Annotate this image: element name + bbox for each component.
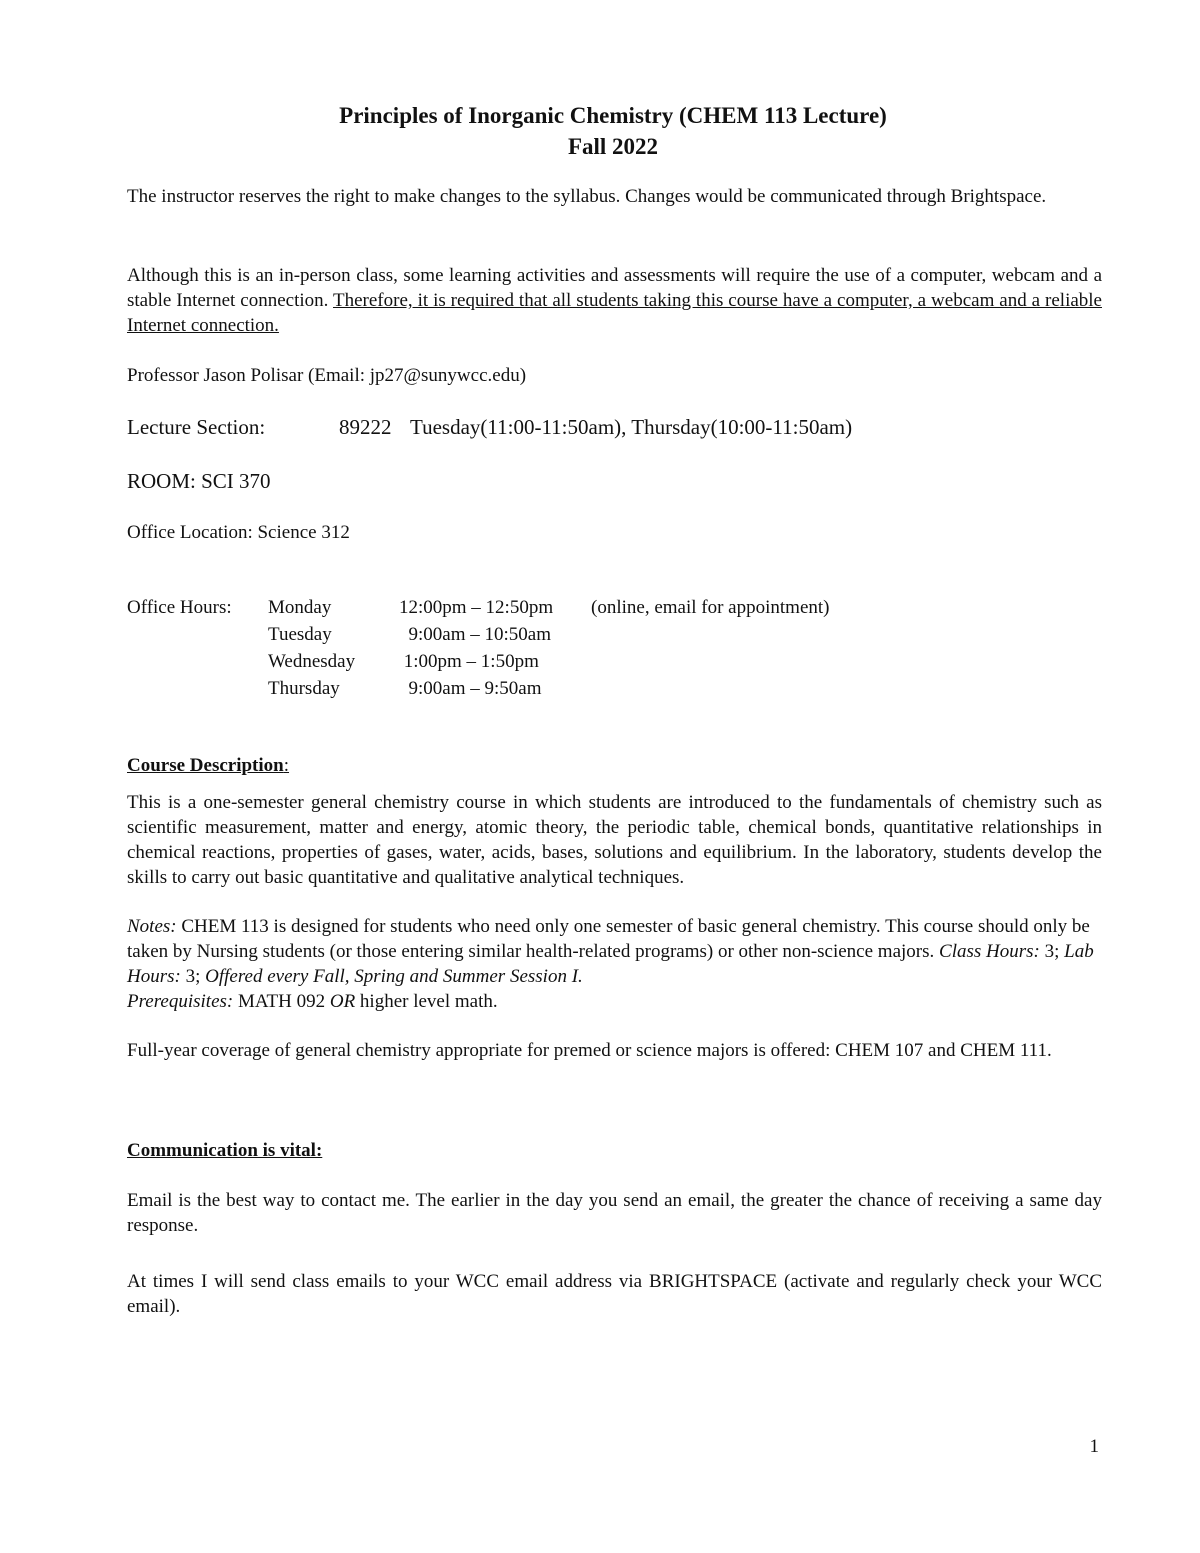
requirements-text: Although this is an in-person class, some learning activities and assessments will require the use of a computer, webcam and a stable Internet connection.	[127, 265, 1102, 311]
office-hours-time: 9:00am – 10:50am	[399, 624, 551, 645]
offered-terms: Offered every Fall, Spring and Summer Session I.	[205, 966, 583, 987]
office-hours-row	[127, 648, 927, 675]
office-hours-time: 9:00am – 9:50am	[399, 678, 542, 699]
course-description-heading-text: Course Description	[127, 755, 284, 776]
page-number: 1	[1089, 1436, 1099, 1457]
course-description-body: This is a one-semester general chemistry course in which students are introduced to the fundamentals of chemistry such as scientific measurement, matter and energy, atomic theory, the periodic table, chemical bonds, quantitative relationships in chemical reactions, properties of gases, water, acids, bases, solutions and equilibrium. In the laboratory, students develop the skills to carry out basic quantitative and qualitative analytical techniques.	[127, 792, 1102, 888]
requirements-emphasis: Therefore, it is required that all students taking this course have a computer, a webcam and a reliable Internet connection.	[127, 290, 1102, 336]
lecture-schedule: Tuesday(11:00-11:50am), Thursday(10:00-11:50am)	[410, 415, 853, 439]
lecture-section-row	[127, 413, 1027, 441]
room-line: ROOM: SCI 370	[127, 469, 271, 493]
office-hours-day: Tuesday	[268, 624, 332, 645]
lecture-label: Lecture Section:	[127, 415, 266, 439]
document-title: Principles of Inorganic Chemistry (CHEM 113 Lecture)	[339, 103, 887, 128]
prerequisites-value-rest: higher level math.	[355, 991, 498, 1012]
office-hours-day: Thursday	[268, 678, 340, 699]
office-hours-day: Wednesday	[268, 651, 356, 672]
class-hours-value: 3;	[1039, 941, 1065, 962]
office-hours-row	[127, 621, 927, 648]
notes-text: CHEM 113 is designed for students who need only one semester of basic general chemistry. This course should only be taken by Nursing students (or those entering similar health-related programs) or other non-science majors.	[127, 916, 1090, 962]
office-location-line: Office Location: Science 312	[127, 522, 350, 543]
prerequisites-label: Prerequisites:	[127, 991, 234, 1012]
office-hours-row	[127, 675, 927, 702]
prerequisites-value: MATH 092	[233, 991, 330, 1012]
course-description-heading	[127, 753, 289, 778]
term-title: Fall 2022	[567, 134, 659, 159]
lab-hours-value: 3;	[180, 966, 206, 987]
office-hours-row	[127, 594, 927, 621]
office-hours-day: Monday	[268, 597, 332, 618]
professor-line: Professor Jason Polisar (Email: jp27@sunywcc.edu)	[127, 365, 527, 386]
course-notes-paragraph	[127, 914, 1102, 1014]
office-hours-label: Office Hours:	[127, 597, 232, 618]
class-hours-label: Class Hours:	[939, 941, 1040, 962]
disclaimer-paragraph: The instructor reserves the right to make changes to the syllabus. Changes would be communicated through Brightspace.	[127, 186, 1047, 207]
heading-colon: :	[283, 755, 290, 776]
class-emails-paragraph: At times I will send class emails to your WCC email address via BRIGHTSPACE (activate and regularly check your WCC email).	[127, 1271, 1102, 1317]
prerequisites-or: OR	[329, 991, 356, 1012]
lab-hours-label: Lab Hours:	[127, 941, 1094, 987]
full-year-paragraph: Full-year coverage of general chemistry appropriate for premed or science majors is offered: CHEM 107 and CHEM 111.	[127, 1040, 1052, 1061]
lecture-section-number: 89222	[339, 415, 392, 439]
communication-heading: Communication is vital:	[127, 1140, 323, 1161]
office-hours-time: 1:00pm – 1:50pm	[399, 651, 539, 672]
requirements-paragraph	[127, 263, 1102, 338]
notes-label: Notes:	[127, 916, 177, 937]
office-hours-time: 12:00pm – 12:50pm	[399, 597, 554, 618]
email-contact-paragraph: Email is the best way to contact me. The earlier in the day you send an email, the greater the chance of receiving a same day response.	[127, 1190, 1102, 1236]
office-hours-note: (online, email for appointment)	[591, 597, 830, 618]
